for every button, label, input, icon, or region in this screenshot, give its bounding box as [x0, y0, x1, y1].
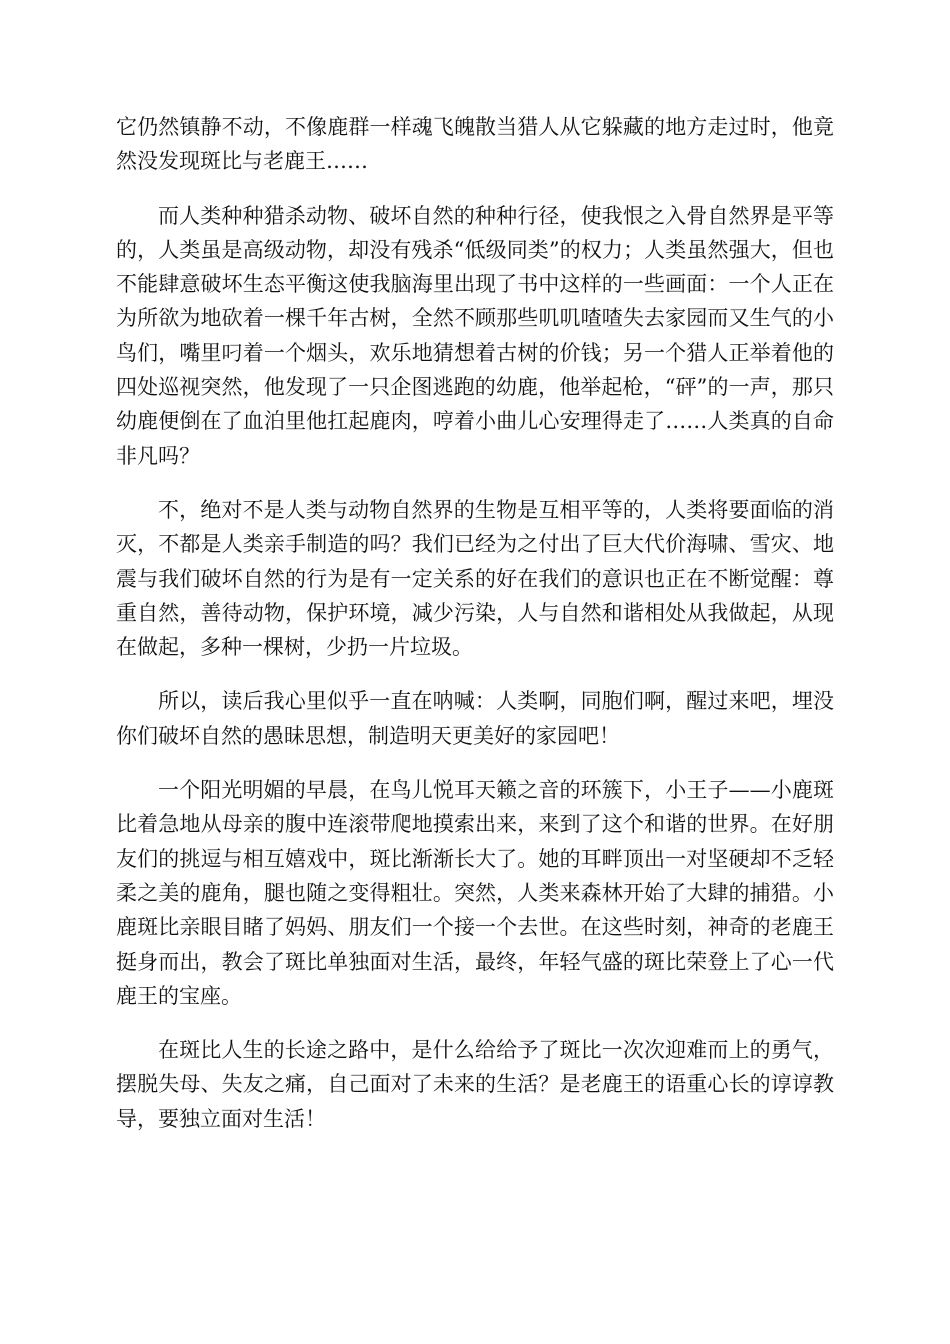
paragraph-1: 它仍然镇静不动，不像鹿群一样魂飞魄散当猎人从它躲藏的地方走过时，他竟然没发现斑比与老鹿王……: [116, 115, 834, 174]
paragraph-2: 而人类种种猎杀动物、破坏自然的种种行径，使我恨之入骨自然界是平等的，人类虽是高级动物，却没有残杀“低级同类”的权力；人类虽然强大，但也不能肆意破坏生态平衡这使我脑海里出现了书中这样的一些画面：一个人正在为所欲为地砍着一棵千年古树，全然不顾那些叽叽喳喳失去家园而又生气的小鸟们，嘴里叼着一个烟头，欢乐地猜想着古树的价钱；另一个猎人正举着他的四处巡视突然，他发现了一只企图逃跑的幼鹿，他举起枪，“砰”的一声，那只幼鹿便倒在了血泊里他扛起鹿肉，哼着小曲儿心安理得走了……人类真的自命非凡吗？: [116, 203, 834, 468]
paragraph-5: 一个阳光明媚的早晨，在鸟儿悦耳天籁之音的环簇下，小王子——小鹿斑比着急地从母亲的腹中连滚带爬地摸索出来，来到了这个和谐的世界。在好朋友们的挑逗与相互嬉戏中，斑比渐渐长大了。她的耳畔顶出一对坚硬却不乏轻柔之美的鹿角，腿也随之变得粗壮。突然，人类来森林开始了大肆的捕猎。小鹿斑比亲眼目睹了妈妈、朋友们一个接一个去世。在这些时刻，神奇的老鹿王挺身而出，教会了斑比单独面对生活，最终，年轻气盛的斑比荣登上了心一代鹿王的宝座。: [116, 778, 834, 1008]
paragraph-4: 所以，读后我心里似乎一直在呐喊：人类啊，同胞们啊，醒过来吧，埋没你们破坏自然的愚昧思想，制造明天更美好的家园吧！: [116, 689, 834, 748]
paragraph-6: 在斑比人生的长途之路中，是什么给给予了斑比一次次迎难而上的勇气，摆脱失母、失友之痛，自己面对了未来的生活？是老鹿王的语重心长的谆谆教导，要独立面对生活！: [116, 1038, 834, 1131]
document-page: [116, 110, 834, 1156]
paragraph-3: 不，绝对不是人类与动物自然界的生物是互相平等的，人类将要面临的消灭，不都是人类亲手制造的吗？我们已经为之付出了巨大代价海啸、雪灾、地震与我们破坏自然的行为是有一定关系的好在我们的意识也正在不断觉醒：尊重自然，善待动物，保护环境，减少污染，人与自然和谐相处从我做起，从现在做起，多种一棵树，少扔一片垃圾。: [116, 497, 834, 660]
